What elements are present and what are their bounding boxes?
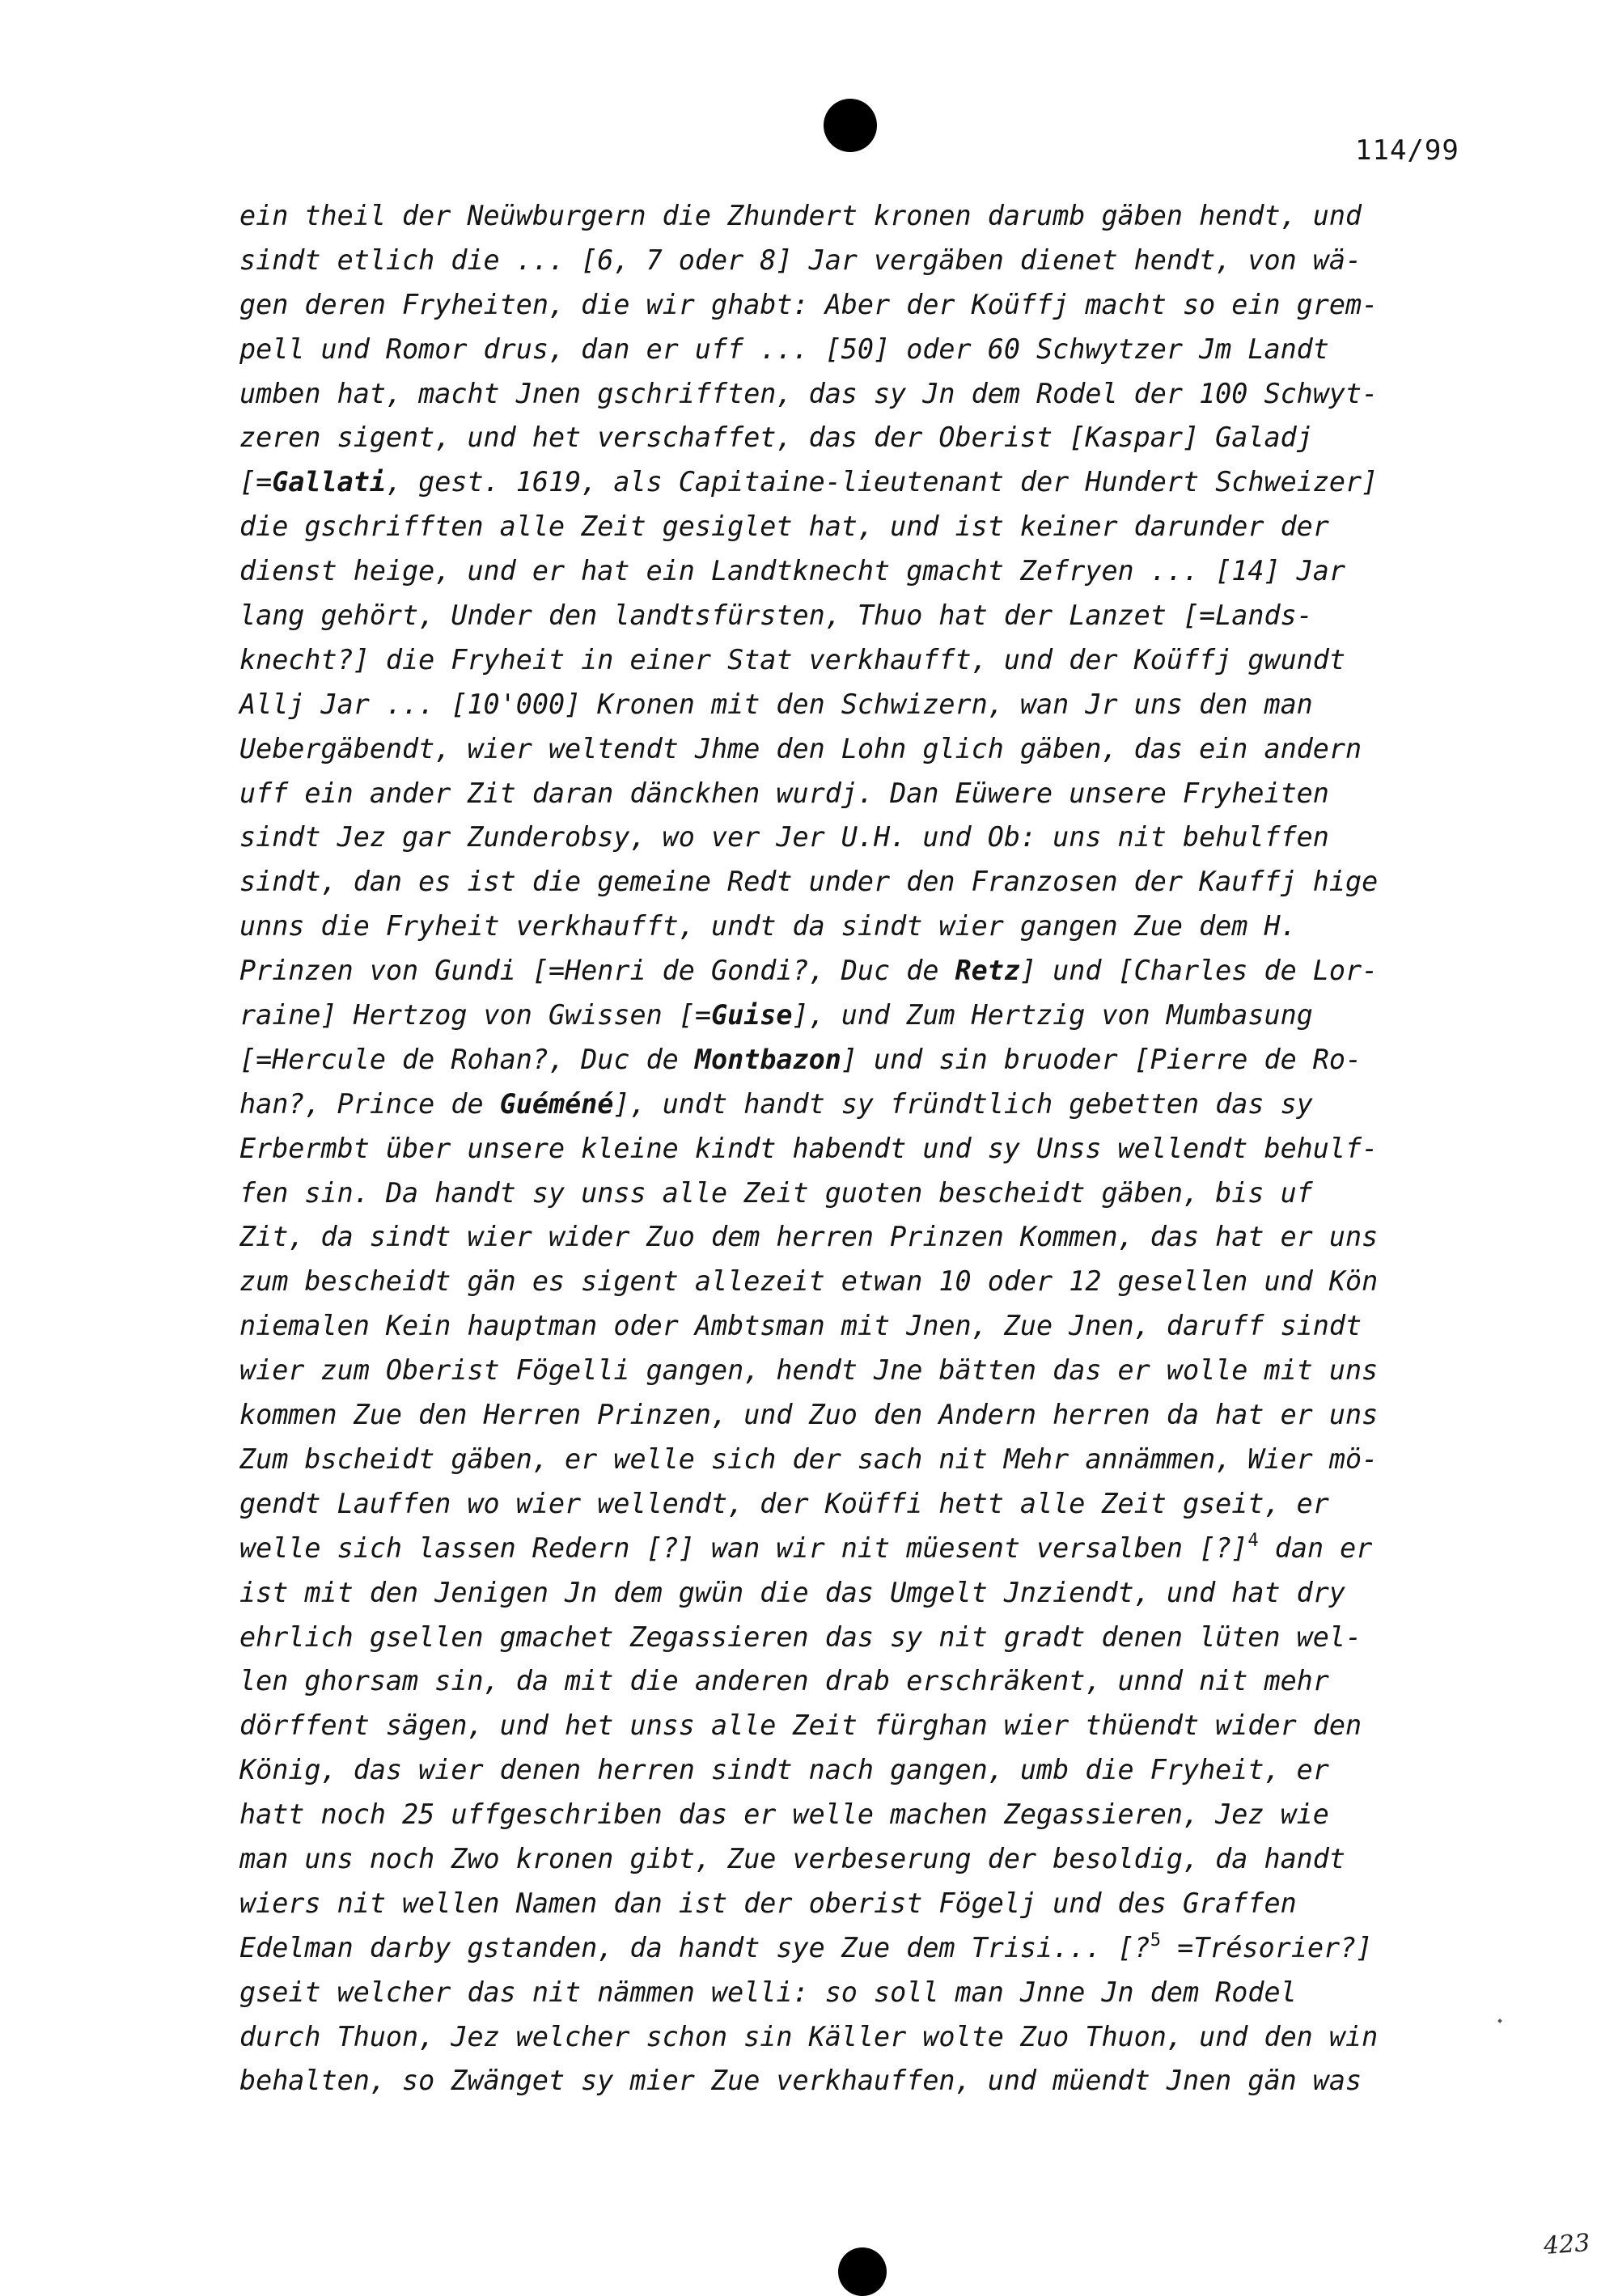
stray-mark — [1497, 2019, 1502, 2023]
text-line — [239, 549, 1485, 594]
text-segment: ], undt handt sy fründtlich gebetten das sy — [613, 1087, 1313, 1120]
text-segment: dan er — [1258, 1531, 1373, 1564]
text-line — [239, 1215, 1485, 1260]
text-segment: unns die Fryheit verkhaufft, undt da sindt wier gangen Zue dem H. — [239, 910, 1297, 943]
text-segment: wiers nit wellen Namen dan ist der oberist Fögelj und des Graffen — [239, 1887, 1297, 1919]
text-line — [239, 1616, 1485, 1660]
transcription-body — [239, 194, 1485, 2103]
text-line — [239, 1882, 1485, 1926]
text-line — [239, 1527, 1485, 1571]
text-line — [239, 727, 1485, 772]
text-line — [239, 993, 1485, 1038]
text-segment: niemalen Kein hauptman oder Ambtsman mit Jnen, Zue Jnen, daruff sindt — [239, 1310, 1362, 1342]
text-segment: behalten, so Zwänget sy mier Zue verkhauffen, und müendt Jnen gän was — [239, 2065, 1362, 2097]
text-line — [239, 949, 1485, 993]
text-line — [239, 283, 1485, 328]
text-segment: Prinzen von Gundi [=Henri de Gondi?, Duc de — [239, 955, 955, 987]
text-segment: König, das wier denen herren sindt nach gangen, umb die Fryheit, er — [239, 1754, 1329, 1786]
text-segment: dienst heige, und er hat ein Landtknecht gmacht Zefryen ... [14] Jar — [239, 555, 1345, 587]
text-segment: gen deren Fryheiten, die wir ghabt: Aber der Koüffj macht so ein grem- — [239, 288, 1379, 320]
footnote-marker: 4 — [1247, 1530, 1259, 1551]
text-segment: [=Hercule de Rohan?, Duc de — [239, 1043, 695, 1075]
text-line — [239, 683, 1485, 727]
bold-name: Gallati — [272, 466, 386, 498]
text-segment: han?, Prince de — [239, 1087, 500, 1120]
bold-name: Montbazon — [694, 1043, 841, 1075]
text-line — [239, 1038, 1485, 1082]
text-segment: Erbermbt über unsere kleine kindt habendt und sy Unss wellendt behulf- — [239, 1132, 1379, 1164]
text-line — [239, 1393, 1485, 1438]
text-line — [239, 772, 1485, 816]
text-segment: man uns noch Zwo kronen gibt, Zue verbeserung der besoldig, da handt — [239, 1842, 1345, 1875]
text-line — [239, 194, 1485, 239]
text-segment: sindt Jez gar Zunderobsy, wo ver Jer U.H. und Ob: uns nit behulffen — [239, 821, 1329, 854]
text-line — [239, 1349, 1485, 1393]
text-line — [239, 416, 1485, 460]
text-line — [239, 328, 1485, 372]
text-line — [239, 1748, 1485, 1793]
text-segment: ] und sin bruoder [Pierre de Ro- — [841, 1043, 1362, 1075]
text-line — [239, 1482, 1485, 1527]
text-segment: pell und Romor drus, dan er uff ... [50] oder 60 Schwytzer Jm Landt — [239, 333, 1329, 365]
text-segment: [= — [239, 466, 273, 498]
footnote-marker: 5 — [1150, 1930, 1162, 1951]
text-segment: gseit welcher das nit nämmen welli: so soll man Jnne Jn dem Rodel — [239, 1976, 1297, 2008]
text-segment: hatt noch 25 uffgeschriben das er welle machen Zegassieren, Jez wie — [239, 1798, 1329, 1831]
text-line — [239, 1171, 1485, 1216]
text-segment: sindt etlich die ... [6, 7 oder 8] Jar vergäben dienet hendt, von wä- — [239, 244, 1362, 276]
text-line — [239, 1926, 1485, 1971]
text-line — [239, 1793, 1485, 1837]
text-segment: wier zum Oberist Fögelli gangen, hendt Jne bätten das er wolle mit uns — [239, 1354, 1379, 1387]
text-segment: fen sin. Da handt sy unss alle Zeit guoten bescheidt gäben, bis uf — [239, 1176, 1313, 1209]
text-segment: ehrlich gsellen gmachet Zegassieren das sy nit gradt denen lüten wel- — [239, 1620, 1362, 1653]
text-segment: raine] Hertzog von Gwissen [= — [239, 999, 711, 1032]
punch-hole-bottom — [838, 2247, 887, 2296]
bold-name: Guise — [710, 999, 793, 1032]
text-segment: =Trésorier?] — [1161, 1931, 1373, 1963]
text-line — [239, 1704, 1485, 1748]
text-segment: , gest. 1619, als Capitaine-lieutenant der Hundert Schweizer] — [385, 466, 1379, 498]
text-segment: zeren sigent, und het verschaffet, das der Oberist [Kaspar] Galadj — [239, 421, 1313, 454]
text-segment: sindt, dan es ist die gemeine Redt under den Franzosen der Kauffj hige — [239, 866, 1379, 898]
text-segment: lang gehört, Under den landtsfürsten, Thuo hat der Lanzet [=Lands- — [239, 599, 1313, 632]
text-segment: Edelman darby gstanden, da handt sye Zue dem Trisi... [? — [239, 1931, 1150, 1963]
text-segment: Zit, da sindt wier wider Zuo dem herren Prinzen Kommen, das hat er uns — [239, 1221, 1379, 1253]
text-line — [239, 1260, 1485, 1304]
text-segment: len ghorsam sin, da mit die anderen drab erschräkent, unnd nit mehr — [239, 1665, 1329, 1697]
text-line — [239, 815, 1485, 860]
text-segment: ], und Zum Hertzig von Mumbasung — [792, 999, 1313, 1032]
text-segment: kommen Zue den Herren Prinzen, und Zuo den Andern herren da hat er uns — [239, 1399, 1379, 1431]
text-line — [239, 372, 1485, 417]
text-line — [239, 860, 1485, 904]
text-segment: knecht?] die Fryheit in einer Stat verkhaufft, und der Koüffj gwundt — [239, 643, 1345, 676]
text-line — [239, 2015, 1485, 2060]
text-line — [239, 1571, 1485, 1616]
text-line — [239, 1082, 1485, 1127]
text-line — [239, 239, 1485, 283]
page-reference: 114/99 — [1355, 134, 1459, 167]
text-segment: ein theil der Neüwburgern die Zhundert kronen darumb gäben hendt, und — [239, 200, 1362, 231]
text-segment: umben hat, macht Jnen gschrifften, das sy Jn dem Rodel der 100 Schwyt- — [239, 377, 1379, 409]
text-line — [239, 594, 1485, 638]
text-line — [239, 460, 1485, 505]
text-line — [239, 1127, 1485, 1171]
text-segment: zum bescheidt gän es sigent allezeit etwan 10 oder 12 gesellen und Kön — [239, 1265, 1379, 1298]
text-segment: Zum bscheidt gäben, er welle sich der sach nit Mehr annämmen, Wier mö- — [239, 1442, 1379, 1475]
text-line — [239, 1971, 1485, 2015]
punch-hole-top — [824, 99, 877, 152]
bold-name: Retz — [955, 955, 1020, 987]
text-line — [239, 638, 1485, 683]
text-line — [239, 2059, 1485, 2103]
bold-name: Guéméné — [499, 1087, 614, 1120]
text-line — [239, 505, 1485, 549]
text-line — [239, 904, 1485, 949]
text-segment: ist mit den Jenigen Jn dem gwün die das Umgelt Jnziendt, und hat dry — [239, 1576, 1345, 1608]
text-line — [239, 1837, 1485, 1882]
text-line — [239, 1659, 1485, 1704]
text-segment: dörffent sägen, und het unss alle Zeit fürghan wier thüendt wider den — [239, 1709, 1362, 1742]
text-segment: Uebergäbendt, wier weltendt Jhme den Lohn glich gäben, das ein andern — [239, 732, 1362, 765]
text-segment: ] und [Charles de Lor- — [1019, 955, 1379, 987]
text-segment: Allj Jar ... [10'000] Kronen mit den Schwizern, wan Jr uns den man — [239, 688, 1313, 720]
text-segment: welle sich lassen Redern [?] wan wir nit müesent versalben [?] — [239, 1531, 1248, 1564]
text-segment: gendt Lauffen wo wier wellendt, der Koüffi hett alle Zeit gseit, er — [239, 1487, 1329, 1519]
text-segment: die gschrifften alle Zeit gesiglet hat, und ist keiner darunder der — [239, 510, 1329, 543]
text-line — [239, 1304, 1485, 1349]
handwritten-archive-number: 423 — [1542, 2229, 1591, 2260]
text-segment: durch Thuon, Jez welcher schon sin Käller wolte Zuo Thuon, und den win — [239, 2020, 1379, 2052]
text-segment: uff ein ander Zit daran dänckhen wurdj. Dan Eüwere unsere Fryheiten — [239, 777, 1329, 809]
text-line — [239, 1438, 1485, 1482]
